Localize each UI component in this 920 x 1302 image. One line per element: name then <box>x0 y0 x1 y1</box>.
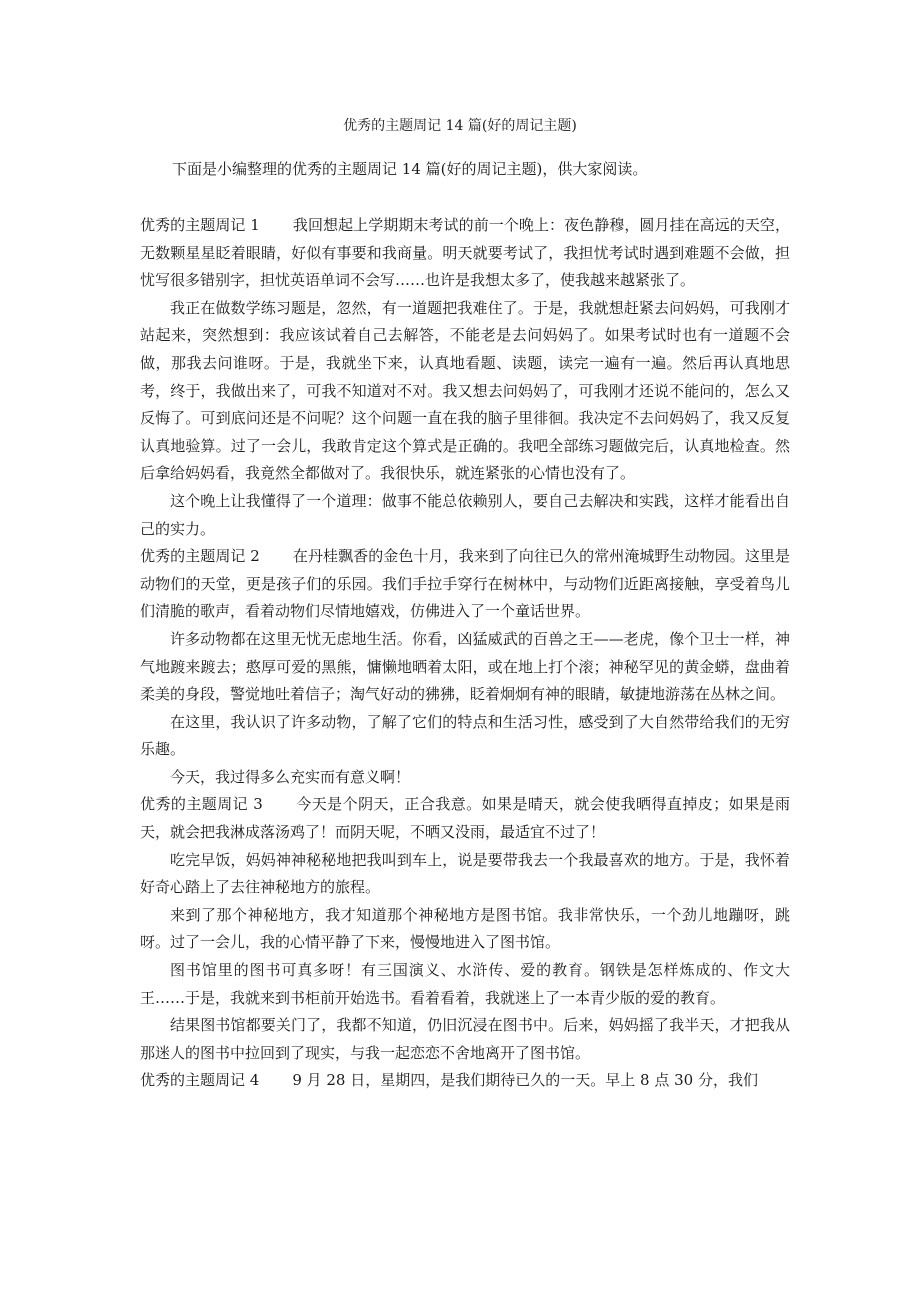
section-heading-paragraph <box>140 212 790 295</box>
paragraph: 这个晚上让我懂得了一个道理：做事不能总依赖别人，要自己去解决和实践，这样才能看出自己的实力。 <box>140 491 790 538</box>
intro-paragraph: 下面是小编整理的优秀的主题周记 14 篇(好的周记主题)，供大家阅读。 <box>172 160 648 178</box>
section-heading: 优秀的主题周记 2 <box>140 547 260 566</box>
section-heading-paragraph <box>140 1067 790 1095</box>
paragraph: 结果图书馆都要关门了，我都不知道，仍旧沉浸在图书中。后来，妈妈摇了我半天，才把我从那迷人的图书中拉回到了现实，与我一起恋恋不舍地离开了图书馆。 <box>140 1016 790 1062</box>
paragraph-text: 今天是个阴天，正合我意。如果是晴天，就会使我晒得直掉皮；如果是雨天，就会把我淋成落汤鸡了！而阴天呢，不晒又没雨，最适宜不过了！ <box>140 795 791 842</box>
section-heading-paragraph <box>140 791 790 846</box>
paragraph: 在这里，我认识了许多动物，了解了它们的特点和生活习性，感受到了大自然带给我们的无穷乐趣。 <box>140 712 790 759</box>
section-heading: 优秀的主题周记 3 <box>140 795 263 814</box>
document-body <box>140 212 790 1095</box>
paragraph-text: 我回想起上学期期末考试的前一个晚上：夜色静穆，圆月挂在高远的天空，无数颗星星眨着眼睛，好似有事要和我商量。明天就要考试了，我担忧考试时遇到难题不会做，担忧写很多错别字，担忧英语单词不会写……也许是我想太多了，使我越来越紧张了。 <box>140 216 790 290</box>
paragraph: 我正在做数学练习题是，忽然，有一道题把我难住了。于是，我就想赶紧去问妈妈，可我刚才站起来，突然想到：我应该试着自己去解答，不能老是去问妈妈了。如果考试时也有一道题不会做，那我去问谁呀。于是，我就坐下来，认真地看题、读题，读完一遍有一遍。然后再认真地思考，终于，我做出来了，可我不知道对不对。我又想去问妈妈了，可我刚才还说不能问的，怎么又反悔了。可到底问还是不问呢？这个问题一直在我的脑子里徘徊。我决定不去问妈妈了，我又反复认真地验算。过了一会儿，我敢肯定这个算式是正确的。我吧全部练习题做完后，认真地检查。然后拿给妈妈看，我竟然全都做对了。我很快乐，就连紧张的心情也没有了。 <box>140 298 790 483</box>
section-heading: 优秀的主题周记 4 <box>140 1071 260 1090</box>
paragraph: 许多动物都在这里无忧无虑地生活。你看，凶猛威武的百兽之王——老虎，像个卫士一样，神气地踱来踱去；憨厚可爱的黑熊，慵懒地晒着太阳，或在地上打个滚；神秘罕见的黄金蟒，盘曲着柔美的身段，警觉地吐着信子；淘气好动的狒狒，眨着炯炯有神的眼睛，敏捷地游荡在丛林之间。 <box>140 629 790 704</box>
section-heading: 优秀的主题周记 1 <box>140 216 260 234</box>
section-heading-paragraph <box>140 543 790 626</box>
paragraph: 今天，我过得多么充实而有意义啊！ <box>170 767 411 786</box>
document-title: 优秀的主题周记 14 篇(好的周记主题) <box>343 118 577 134</box>
paragraph: 来到了那个神秘地方，我才知道那个神秘地方是图书馆。我非常快乐，一个劲儿地蹦呀，跳呀。过了一会儿，我的心情平静了下来，慢慢地进入了图书馆。 <box>140 905 790 952</box>
paragraph: 吃完早饭，妈妈神神秘秘地把我叫到车上，说是要带我去一个我最喜欢的地方。于是，我怀着好奇心踏上了去往神秘地方的旅程。 <box>140 850 790 897</box>
paragraph-text: 在丹桂飘香的金色十月，我来到了向往已久的常州淹城野生动物园。这里是动物们的天堂，更是孩子们的乐园。我们手拉手穿行在树林中，与动物们近距离接触，享受着鸟儿们清脆的歌声，看着动物们尽情地嬉戏，仿佛进入了一个童话世界。 <box>140 547 790 621</box>
paragraph-text: 9 月 28 日，星期四，是我们期待已久的一天。早上 8 点 30 分，我们 <box>292 1071 758 1090</box>
paragraph: 图书馆里的图书可真多呀！有三国演义、水浒传、爱的教育。钢铁是怎样炼成的、作文大王……于是，我就来到书柜前开始选书。看着看着，我就迷上了一本青少版的爱的教育。 <box>140 961 790 1007</box>
